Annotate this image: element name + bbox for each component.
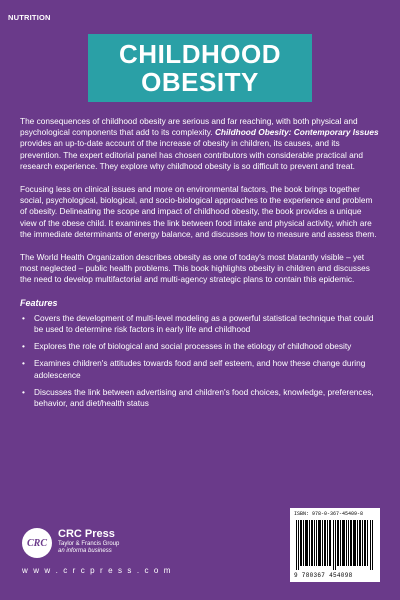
barcode-bars-icon xyxy=(296,520,374,570)
feature-item: • Covers the development of multi-level modeling as a powerful statistical technique that could be used to determine risk factors in early life and childhood xyxy=(20,313,380,335)
features-heading: Features xyxy=(20,297,58,308)
paragraph-1 xyxy=(20,116,380,172)
publisher-group: Taylor & Francis Group xyxy=(58,541,120,547)
crc-logo-icon xyxy=(22,528,52,558)
publisher-business: an informa business xyxy=(58,548,112,554)
back-cover-body xyxy=(20,116,380,415)
feature-item: • Discusses the link between advertising and children's food choices, knowledge, preferences, behavior, and diet/health status xyxy=(20,387,380,409)
publisher-name: CRC Press xyxy=(58,528,115,540)
feature-item: • Explores the role of biological and social processes in the etiology of childhood obesity xyxy=(20,341,380,352)
paragraph-1-text-b: provides an up-to-date account of the increase of obesity in children, its causes, and its prevention. The expert editorial panel has chosen contributors with considerable practical and research experience. They explore why childhood obesity is so difficult to prevent and treat. xyxy=(20,138,363,171)
title-line-2: OBESITY xyxy=(141,67,259,97)
title-box xyxy=(88,34,312,102)
feature-item: • Examines children's attitudes towards food and self esteem, and how these change during adolescence xyxy=(20,358,380,380)
paragraph-3: The World Health Organization describes obesity as one of today's most blatantly visible – yet most neglected – public health problems. This book highlights obesity in children and discusses the need to develop multifactorial and multi-agency strategic plans to contain this epidemic. xyxy=(20,252,370,285)
features-list xyxy=(20,313,380,409)
publisher-block xyxy=(22,524,192,580)
crc-logo-text: CRC xyxy=(26,537,47,549)
title-line-1: CHILDHOOD xyxy=(119,39,281,69)
category-label: NUTRITION xyxy=(8,13,51,22)
barcode-number: 9 780367 454098 xyxy=(294,572,353,579)
book-title-emphasis: Childhood Obesity: Contemporary Issues xyxy=(214,127,379,138)
paragraph-1-text-a: The consequences of childhood obesity are serious and far reaching, with both physical and psychological components that add to its complexity. xyxy=(20,116,358,138)
paragraph-2: Focusing less on clinical issues and more on environmental factors, the book brings together social, psychological, biological, and socio-biological approaches to the experience and problem of obesity. Delineating the scope and impact of childhood obesity, the book provides a unique view of the obese child. It examines the link between food intake and physical activity, which are the immediate determinants of energy balance, and discusses how to measure and assess them. xyxy=(20,184,377,239)
isbn-label: ISBN: 978-0-367-45409-8 xyxy=(294,511,364,517)
isbn-barcode xyxy=(290,508,380,582)
publisher-url: w w w . c r c p r e s s . c o m xyxy=(22,566,173,575)
